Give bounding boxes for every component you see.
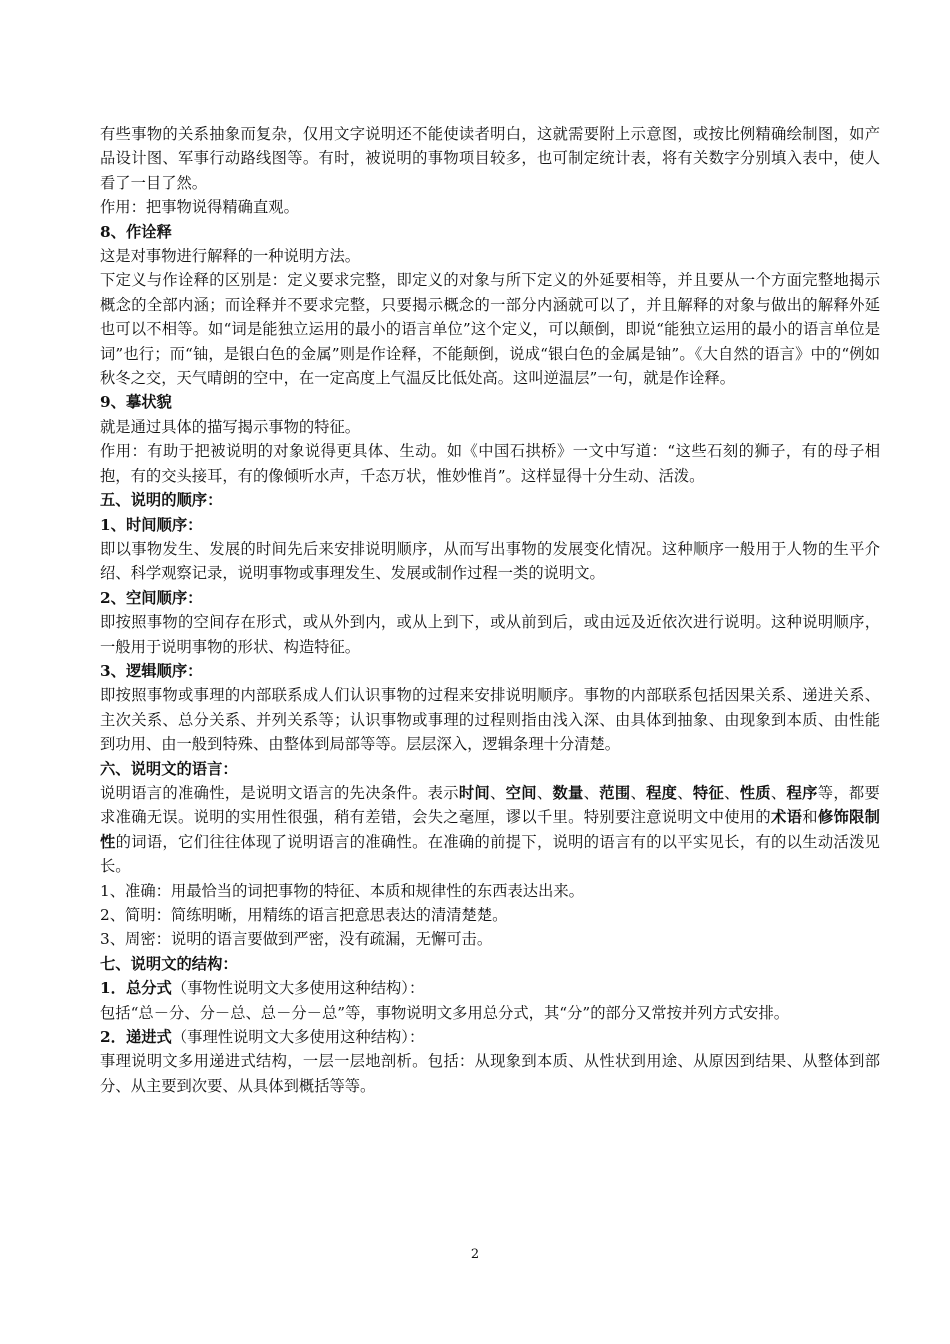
text-run: （事物性说明文大多使用这种结构）： [171, 979, 425, 998]
paragraph-accurate: 1、准确：用最恰当的词把事物的特征、本质和规律性的东西表达出来。 [100, 881, 584, 900]
text-run: 、 [536, 783, 553, 802]
text-run: 、 [583, 783, 600, 802]
heading-9-description: 9、摹状貌 [100, 393, 172, 412]
text-run: （事理性说明文大多使用这种结构）： [171, 1028, 425, 1047]
text-run: 和 [802, 808, 818, 827]
bold-term: 术语 [771, 808, 803, 827]
text-run: 、 [630, 783, 647, 802]
heading-section-5-order: 五、说明的顺序： [100, 491, 223, 510]
paragraph-description-effect: 作用：有助于把被说明的对象说得更具体、生动。如《中国石拱桥》一文中写道：“这些石刻的狮子，有的母子相抱，有的交头接耳，有的像倾听水声，千态万状，惟妙惟肖”。这样显得十分生动、活泼。 [100, 442, 880, 485]
bold-term: 特征 [692, 783, 725, 802]
text-run: 、 [490, 783, 506, 802]
page-number: 2 [470, 1247, 480, 1262]
paragraph-logic-order: 即按照事物或事理的内部联系成人们认识事物的过程来安排说明顺序。事物的内部联系包括因果关系、递进关系、主次关系、总分关系、并列关系等；认识事物或事理的过程则指由浅入深、由具体到抽象、由现象到本质、由性能到功用、由一般到特殊、由整体到局部等等。层层深入，逻辑条理十分清楚。 [100, 686, 880, 754]
text-run: 、 [677, 783, 693, 802]
paragraph-concise: 2、简明：简练明晰，用精练的语言把意思表达的清清楚楚。 [100, 906, 508, 924]
text-run: 、 [770, 783, 787, 802]
text-run: 的词语，它们往往体现了说明语言的准确性。在准确的前提下，说明的语言有的以平实见长，有的以生动活泼见长。 [100, 832, 880, 876]
bold-term: 程序 [786, 783, 818, 802]
heading-section-7-structure: 七、说明文的结构： [100, 954, 238, 973]
heading-section-6-language: 六、说明文的语言： [100, 759, 238, 778]
bold-term: 2．递进式 [100, 1028, 172, 1047]
bold-term: 1．总分式 [100, 979, 172, 998]
bold-term: 时间 [458, 783, 491, 802]
paragraph-general-specific: 包括“总－分、分－总、总－分－总”等，事物说明文多用总分式，其“分”的部分又常按并列方式安排。 [100, 1003, 790, 1022]
document-body [100, 122, 880, 1098]
bold-term: 修饰限制性 [100, 808, 880, 851]
paragraph-time-order: 即以事物发生、发展的时间先后来安排说明顺序，从而写出事物的发展变化情况。这种顺序一般用于人物的生平介绍、科学观察记录，说明事物或事理发生、发展或制作过程一类的说明文。 [100, 539, 880, 583]
heading-time-order: 1、时间顺序： [100, 515, 203, 534]
bold-term: 性质 [739, 783, 771, 802]
paragraph-language-accuracy [100, 781, 880, 879]
text-run: 说明语言的准确性，是说明文语言的先决条件。表示 [100, 783, 459, 802]
paragraph-diagram-intro: 有些事物的关系抽象而复杂，仅用文字说明还不能使读者明白，这就需要附上示意图，或按比例精确绘制图，如产品设计图、军事行动路线图等。有时，被说明的事物项目较多，也可制定统计表，将有关数字分别填入表中，使人看了一目了然。 [100, 125, 880, 192]
paragraph-diagram-effect: 作用：把事物说得精确直观。 [100, 198, 299, 217]
text-run: 等，都要求准确无误。说明的实用性很强，稍有差错，会失之毫厘，谬以千里。特别要注意说明文中使用的 [100, 783, 880, 827]
heading-logic-order: 3、逻辑顺序： [100, 661, 203, 680]
heading-space-order: 2、空间顺序： [100, 588, 203, 607]
heading-8-interpretation: 8、作诠释 [100, 222, 172, 241]
heading-progressive [100, 1025, 880, 1049]
paragraph-interpretation-def: 这是对事物进行解释的一种说明方法。 [100, 247, 361, 266]
paragraph-description-def: 就是通过具体的描写揭示事物的特征。 [100, 417, 361, 436]
text-run: 、 [724, 783, 740, 802]
paragraph-progressive: 事理说明文多用递进式结构，一层一层地剖析。包括：从现象到本质、从性状到用途、从原因到结果、从整体到部分、从主要到次要、从具体到概括等等。 [100, 1052, 880, 1095]
paragraph-space-order: 即按照事物的空间存在形式，或从外到内，或从上到下，或从前到后，或由远及近依次进行说明。这种说明顺序，一般用于说明事物的形状、构造特征。 [100, 613, 880, 656]
bold-term: 空间 [505, 783, 537, 802]
bold-term: 数量 [552, 783, 584, 802]
bold-term: 范围 [599, 783, 631, 802]
paragraph-rigorous: 3、周密：说明的语言要做到严密，没有疏漏，无懈可击。 [100, 930, 493, 949]
heading-general-specific [100, 976, 880, 1000]
bold-term: 程度 [646, 783, 678, 802]
paragraph-interpretation-diff: 下定义与作诠释的区别是：定义要求完整，即定义的对象与所下定义的外延要相等，并且要从一个方面完整地揭示概念的全部内涵；而诠释并不要求完整，只要揭示概念的一部分内涵就可以了，并且解释的对象与做出的解释外延也可以不相等。如“词是能独立运用的最小的语言单位”这个定义，可以颠倒，即说“能独立运用的最小的语言单位是词”也行；而“铀，是银白色的金属”则是作诠释，不能颠倒，说成“银白色的金属是铀”。《大自然的语言》中的“例如秋冬之交，天气晴朗的空中，在一定高度上气温反比低处高。这叫逆温层”一句，就是作诠释。 [100, 271, 880, 388]
